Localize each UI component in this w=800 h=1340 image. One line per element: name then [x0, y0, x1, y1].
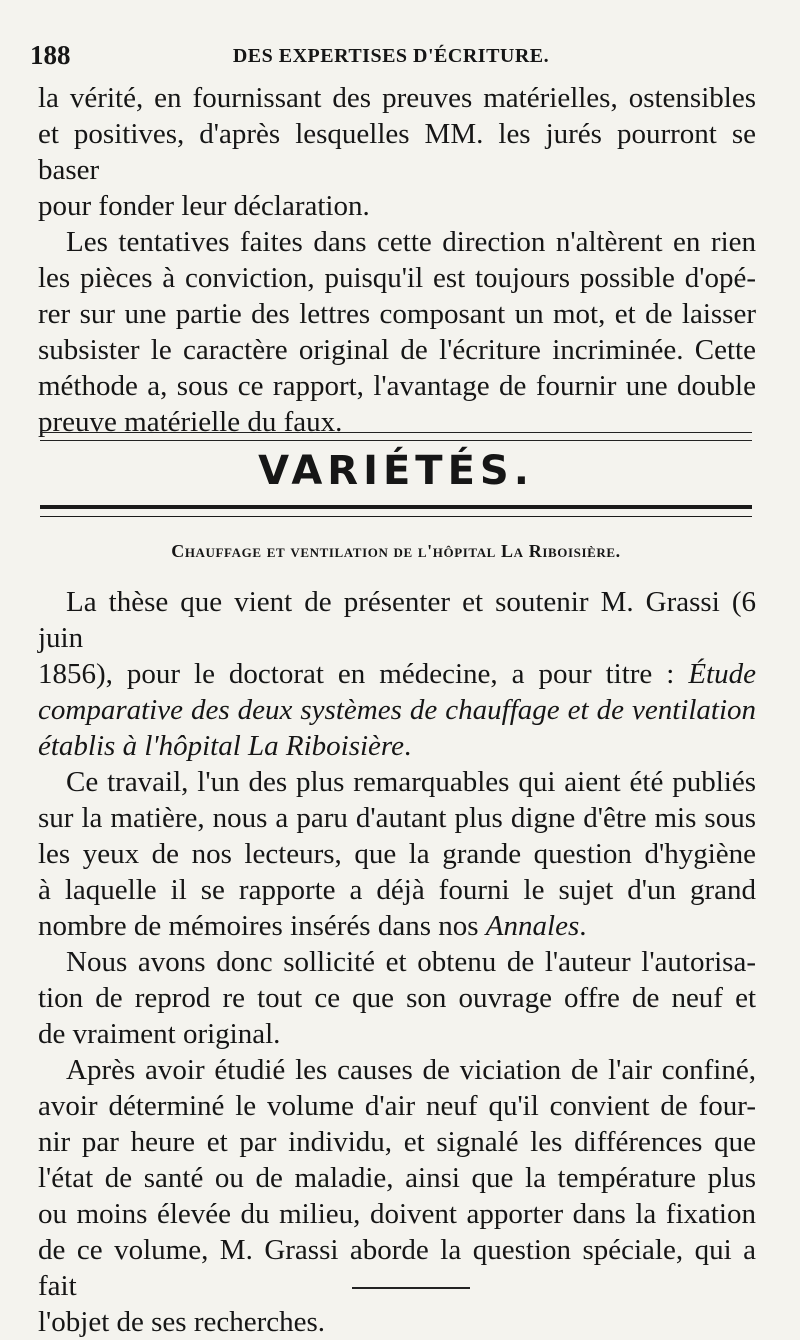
text-line: Les tentatives faites dans cette direction n'altèrent en rien — [66, 226, 756, 258]
running-head — [30, 38, 752, 74]
text-line: Après avoir étudié les causes de viciation de l'air confiné, — [66, 1054, 756, 1086]
text-line: et positives, d'après lesquelles MM. les jurés pourront se baser — [38, 118, 756, 186]
text-line: rer sur une partie des lettres composant un mot, et de laisser — [38, 298, 756, 330]
thesis-title-italic: Étude — [688, 658, 756, 690]
text-line: de vraiment original. — [38, 1018, 281, 1050]
thesis-title-italic: établis à l'hôpital La Riboisière — [38, 730, 405, 762]
text-line: les yeux de nos lecteurs, que la grande question d'hygiène — [38, 838, 756, 870]
text-line — [38, 656, 756, 692]
end-rule — [352, 1287, 470, 1289]
text-line: tion de reprod re tout ce que son ouvrage offre de neuf et — [38, 982, 756, 1014]
text-line: ou moins élevée du milieu, doivent apporter dans la fixation — [38, 1198, 756, 1230]
text-line: de ce volume, M. Grassi aborde la question spéciale, qui a fait — [38, 1234, 756, 1302]
section-title: VARIÉTÉS. — [258, 448, 534, 494]
page-number: 188 — [30, 40, 71, 70]
text-line: l'objet de ses recherches. — [38, 1306, 326, 1338]
text-run: 1856), pour le doctorat en médecine, a pour titre : — [38, 658, 675, 690]
text-line — [38, 908, 756, 944]
text-line: sur la matière, nous a paru d'autant plus digne d'être mis sous — [38, 802, 756, 834]
text-line: Ce travail, l'un des plus remarquables qui aient été publiés — [66, 766, 756, 798]
text-run: . — [404, 730, 412, 762]
text-line: pour fonder leur déclaration. — [38, 190, 370, 222]
text-line: Nous avons donc sollicité et obtenu de l'auteur l'autorisa- — [66, 946, 756, 978]
text-run: nombre de mémoires insérés dans nos — [38, 910, 479, 942]
text-line — [38, 692, 756, 728]
closing-section-text — [38, 80, 756, 440]
section-divider-bottom — [40, 505, 752, 517]
text-line: preuve matérielle du faux. — [38, 406, 343, 438]
running-title: DES EXPERTISES D'ÉCRITURE. — [232, 45, 550, 67]
text-line: l'état de santé ou de maladie, ainsi que la température plus — [38, 1162, 756, 1194]
text-line: à laquelle il se rapporte a déjà fourni le sujet d'un grand — [38, 874, 756, 906]
article-body — [38, 584, 756, 1340]
text-line: subsister le caractère original de l'écriture incriminée. Cette — [38, 334, 756, 366]
journal-name-italic: Annales — [485, 910, 580, 942]
section-divider-top — [40, 432, 752, 441]
text-line: nir par heure et par individu, et signalé les différences que — [38, 1126, 756, 1158]
text-line: méthode a, sous ce rapport, l'avantage de fournir une double — [38, 370, 756, 402]
text-line — [38, 728, 756, 764]
thesis-title-italic: comparative des deux systèmes de chauffage et de ventilation — [38, 694, 756, 726]
text-line: les pièces à conviction, puisqu'il est toujours possible d'opé- — [38, 262, 756, 294]
text-line: la vérité, en fournissant des preuves matérielles, ostensibles — [38, 82, 756, 114]
text-line: avoir déterminé le volume d'air neuf qu'il convient de four- — [38, 1090, 756, 1122]
article-heading: Chauffage et ventilation de l'hôpital La Riboisière. — [171, 541, 621, 561]
text-run: . — [579, 910, 587, 942]
text-line: La thèse que vient de présenter et soutenir M. Grassi (6 juin — [38, 586, 756, 654]
